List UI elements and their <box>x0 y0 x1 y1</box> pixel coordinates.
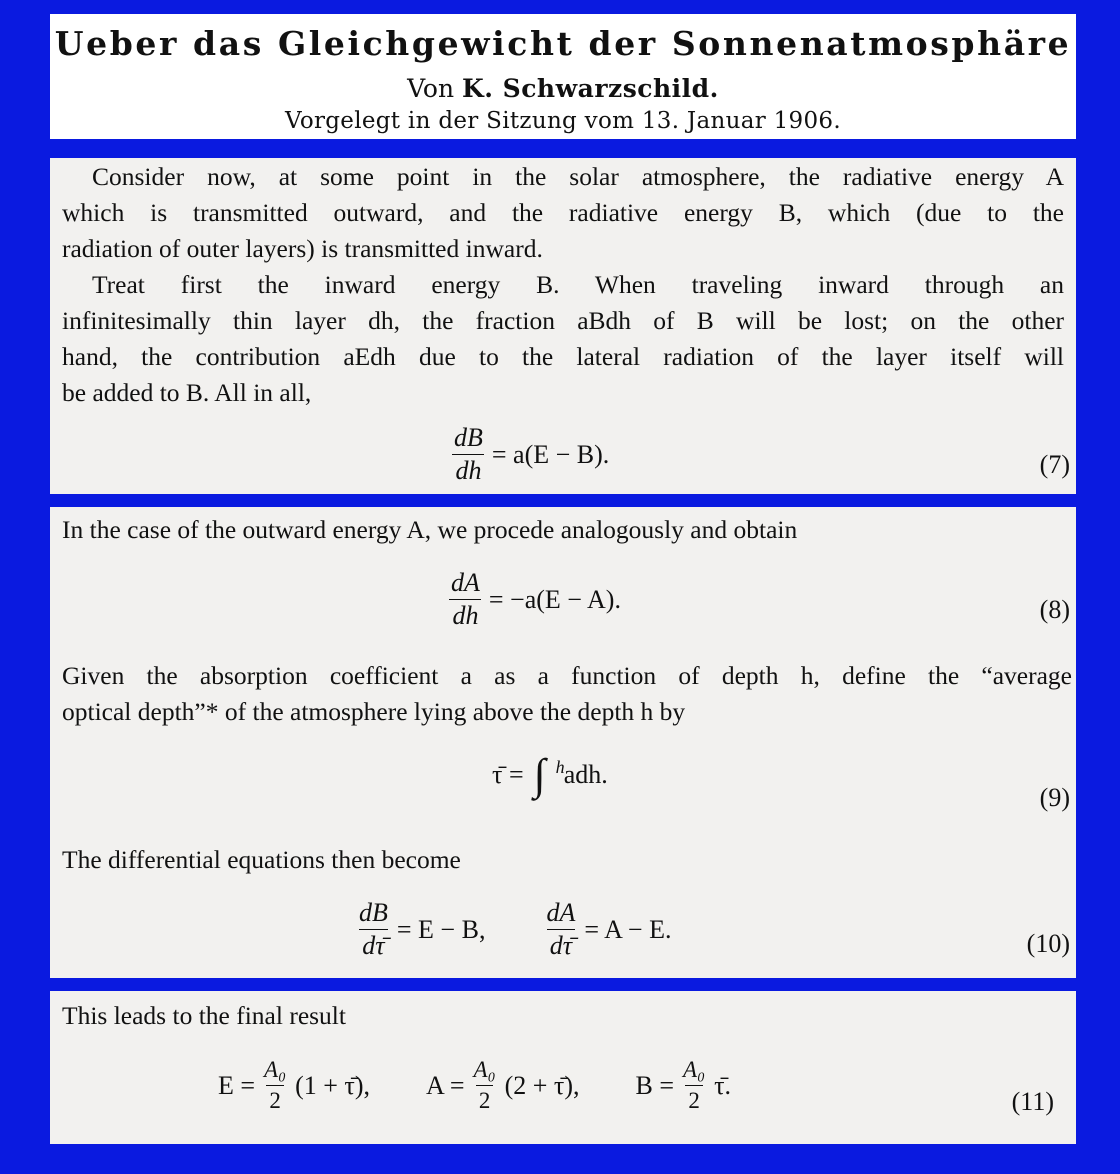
equation-lhs: τ̄ = <box>492 760 524 789</box>
paragraph-line: The differential equations then become <box>62 845 461 874</box>
fraction-numerator: dA <box>546 898 576 927</box>
fraction-numerator: dB <box>359 898 388 927</box>
paragraph-line: This leads to the final result <box>62 1001 346 1030</box>
equation-7 <box>445 424 609 485</box>
author-name: K. Schwarzschild. <box>462 74 719 103</box>
integrand: adh. <box>563 760 608 789</box>
integral-sign: ∫ h <box>534 753 546 797</box>
paragraph-line: Given the absorption coefficient a as a function of depth h, define the “average <box>62 661 1072 690</box>
fraction-denominator: 2 <box>476 1085 494 1114</box>
fraction-numerator: A₀ <box>473 1057 496 1082</box>
fraction-numerator: dB <box>454 423 483 452</box>
author-line <box>50 74 1076 103</box>
text-panel-outward-energy <box>50 507 1076 978</box>
paragraph-line: be added to B. All in all, <box>62 378 312 407</box>
author-prefix: Von <box>407 74 455 103</box>
equation-number: (8) <box>1039 595 1070 624</box>
fraction-denominator: dh <box>449 599 481 630</box>
paper-title: Ueber das Gleichgewicht der Sonnenatmosphäre <box>54 24 1072 63</box>
equation-rhs: = A − E. <box>584 914 672 944</box>
equation-lhs-E: E = <box>218 1070 256 1100</box>
fraction-numerator: dA <box>451 568 480 597</box>
equation-rhs: = a(E − B). <box>491 439 610 469</box>
equation-10 <box>350 899 671 960</box>
presented-date: Vorgelegt in der Sitzung vom 13. Januar 1906. <box>285 108 841 134</box>
text-panel-inward-energy <box>50 158 1076 494</box>
paragraph-line: hand, the contribution aEdh due to the lateral radiation of the layer itself will <box>62 342 1064 371</box>
fraction-denominator: dτ̄ <box>359 929 387 960</box>
title-panel <box>50 14 1076 139</box>
paragraph-line: which is transmitted outward, and the radiative energy B, which (due to the <box>62 198 1064 227</box>
fraction-dA-dh <box>448 569 483 630</box>
equation-rhs: = −a(E − A). <box>488 584 621 614</box>
fraction-A0-over-2 <box>680 1057 708 1114</box>
fraction-numerator: A₀ <box>683 1057 706 1082</box>
equation-number: (11) <box>1011 1087 1054 1116</box>
equation-rhs-B: τ̄. <box>714 1070 732 1100</box>
paragraph-line: infinitesimally thin layer dh, the fraction aBdh of B will be lost; on the other <box>62 306 1064 335</box>
fraction-denominator: dh <box>452 454 484 485</box>
fraction-numerator: A₀ <box>264 1057 287 1082</box>
paragraph-line: Consider now, at some point in the solar atmosphere, the radiative energy A <box>92 162 1064 191</box>
equation-number: (9) <box>1039 783 1070 812</box>
equation-lhs-A: A = <box>426 1070 465 1100</box>
paragraph-line: optical depth”* of the atmosphere lying above the depth h by <box>62 697 686 726</box>
integral-upper-limit: h <box>555 757 565 777</box>
paragraph-line: In the case of the outward energy A, we procede analogously and obtain <box>62 515 798 544</box>
fraction-A0-over-2 <box>261 1057 289 1114</box>
equation-8 <box>442 569 621 630</box>
equation-number: (7) <box>1039 450 1070 479</box>
fraction-dB-dh <box>451 424 486 485</box>
equation-number: (10) <box>1026 929 1070 958</box>
equation-9 <box>492 750 608 799</box>
fraction-denominator: dτ̄ <box>547 929 575 960</box>
fraction-dB-dtau <box>356 899 391 960</box>
equation-11 <box>218 1057 731 1114</box>
equation-rhs: = E − B, <box>396 914 486 944</box>
equation-rhs-E: (1 + τ̄), <box>295 1070 371 1100</box>
paragraph-line: Treat first the inward energy B. When traveling inward through an <box>92 270 1064 299</box>
equation-rhs-A: (2 + τ̄), <box>504 1070 580 1100</box>
text-panel-final-result <box>50 991 1076 1144</box>
paragraph-line: radiation of outer layers) is transmitted inward. <box>62 234 543 263</box>
equation-lhs-B: B = <box>635 1070 675 1100</box>
fraction-denominator: 2 <box>685 1085 703 1114</box>
fraction-A0-over-2 <box>471 1057 499 1114</box>
fraction-dA-dtau <box>543 899 578 960</box>
fraction-denominator: 2 <box>266 1085 284 1114</box>
